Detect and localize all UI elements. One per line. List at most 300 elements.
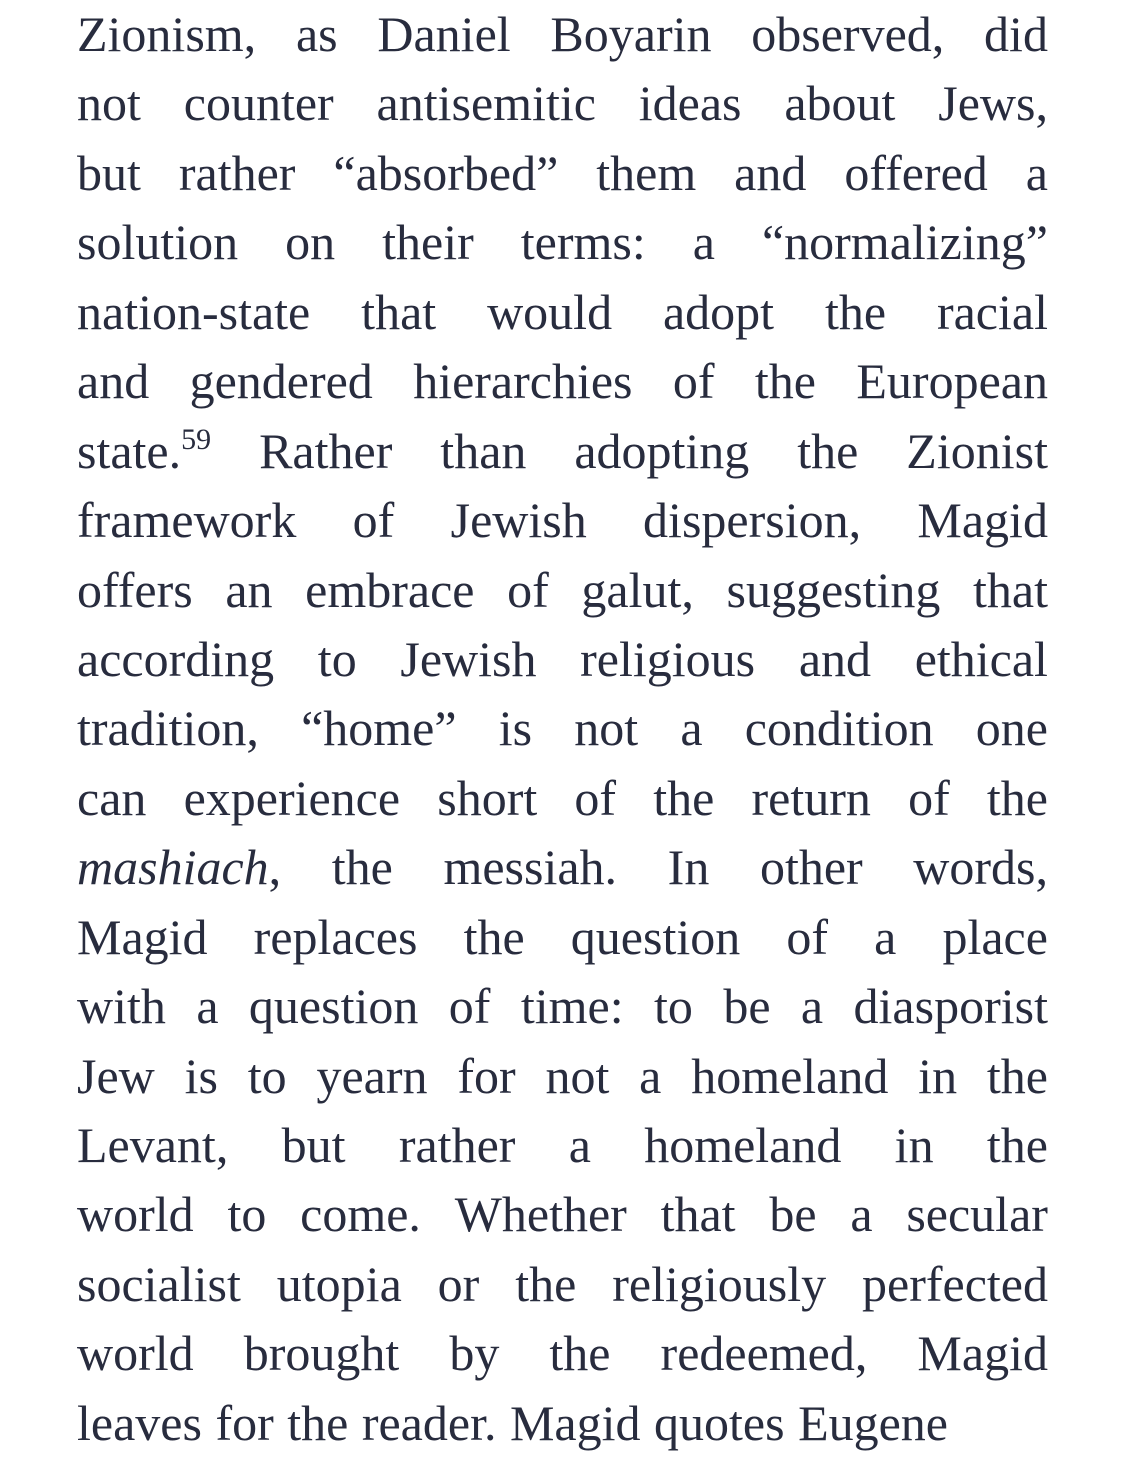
word bbox=[521, 972, 624, 1041]
text-segment: time: bbox=[520, 978, 624, 1035]
text-segment: diasporist bbox=[853, 978, 1048, 1035]
word bbox=[77, 69, 141, 138]
text-line bbox=[77, 278, 1048, 347]
text-segment: according bbox=[77, 630, 275, 687]
word bbox=[987, 1042, 1048, 1111]
text-segment: homeland bbox=[691, 1047, 889, 1104]
word bbox=[254, 903, 418, 972]
text-segment: Eugene bbox=[798, 1394, 948, 1451]
text-segment: or bbox=[437, 1255, 480, 1312]
word bbox=[734, 139, 806, 208]
text-segment: of bbox=[507, 561, 549, 618]
text-segment: offered bbox=[844, 144, 988, 201]
text-segment: words, bbox=[913, 839, 1048, 896]
word bbox=[574, 417, 749, 486]
word bbox=[654, 972, 693, 1041]
text-segment: the bbox=[515, 1255, 577, 1312]
word bbox=[755, 347, 816, 416]
text-segment: of bbox=[352, 492, 395, 549]
text-segment: racial bbox=[936, 283, 1048, 340]
word bbox=[285, 208, 335, 277]
text-segment: be bbox=[723, 978, 771, 1035]
text-line bbox=[77, 556, 1048, 625]
text-segment: leaves bbox=[77, 1394, 202, 1451]
word bbox=[77, 0, 256, 69]
word bbox=[680, 694, 702, 763]
word bbox=[184, 69, 334, 138]
word bbox=[443, 833, 617, 902]
text-segment: to bbox=[247, 1047, 287, 1104]
word bbox=[856, 347, 1048, 416]
text-segment: religiously bbox=[612, 1255, 827, 1312]
word bbox=[801, 972, 823, 1041]
word bbox=[179, 139, 296, 208]
word bbox=[895, 1111, 934, 1180]
word bbox=[377, 0, 510, 69]
text-line bbox=[77, 1180, 1048, 1249]
text-segment: redeemed, bbox=[660, 1325, 868, 1382]
text-segment: rather bbox=[398, 1117, 516, 1173]
word bbox=[663, 278, 774, 347]
text-segment: of bbox=[574, 769, 617, 826]
word bbox=[287, 1389, 348, 1458]
text-segment: a bbox=[680, 700, 703, 757]
text-segment: can bbox=[77, 769, 147, 826]
word bbox=[464, 903, 525, 972]
word bbox=[918, 1042, 957, 1111]
text-segment: a bbox=[196, 978, 219, 1035]
word bbox=[580, 625, 755, 694]
word bbox=[574, 764, 616, 833]
footnote-reference[interactable]: 59 bbox=[181, 423, 212, 457]
text-segment: other bbox=[759, 839, 863, 896]
text-segment: for bbox=[215, 1394, 274, 1451]
word bbox=[661, 1319, 868, 1388]
text-segment: a bbox=[692, 214, 715, 271]
word bbox=[77, 833, 281, 902]
text-segment: ethical bbox=[914, 630, 1048, 687]
word bbox=[77, 139, 141, 208]
text-segment: adopting bbox=[574, 422, 750, 479]
text-segment: condition bbox=[744, 700, 934, 757]
word bbox=[844, 139, 987, 208]
text-line bbox=[77, 1389, 1048, 1458]
word bbox=[227, 1180, 266, 1249]
word bbox=[185, 1042, 218, 1111]
text-line bbox=[77, 139, 1048, 208]
word bbox=[190, 347, 373, 416]
word bbox=[499, 694, 532, 763]
text-segment: a bbox=[568, 1117, 591, 1173]
text-line bbox=[77, 1319, 1048, 1388]
text-segment: that bbox=[973, 561, 1048, 618]
text-segment: but bbox=[77, 144, 141, 201]
word bbox=[549, 1319, 610, 1388]
word bbox=[77, 1180, 194, 1249]
word bbox=[440, 417, 526, 486]
text-segment: religious bbox=[580, 630, 756, 687]
word bbox=[938, 69, 1048, 138]
word bbox=[438, 1250, 480, 1319]
word bbox=[437, 764, 537, 833]
text-segment: is bbox=[184, 1047, 218, 1104]
word bbox=[654, 1389, 785, 1458]
word bbox=[77, 1250, 241, 1319]
word bbox=[399, 1111, 516, 1180]
word bbox=[984, 0, 1048, 69]
word bbox=[249, 972, 418, 1041]
text-segment: gendered bbox=[189, 353, 373, 410]
word bbox=[545, 1042, 609, 1111]
word bbox=[225, 556, 272, 625]
text-segment: secular bbox=[906, 1186, 1048, 1243]
text-segment: Jewish bbox=[450, 492, 587, 549]
word bbox=[515, 1250, 576, 1319]
text-segment: that bbox=[660, 1186, 736, 1243]
word bbox=[521, 208, 646, 277]
text-segment: question bbox=[248, 978, 419, 1035]
word bbox=[77, 694, 259, 763]
text-segment: Whether bbox=[454, 1186, 627, 1243]
word bbox=[77, 625, 274, 694]
text-segment: world bbox=[77, 1325, 194, 1382]
text-segment: solution bbox=[77, 214, 239, 271]
word bbox=[917, 486, 1048, 555]
text-segment: a bbox=[850, 1186, 873, 1243]
text-segment: In bbox=[667, 839, 710, 896]
text-segment: state. bbox=[77, 422, 182, 479]
text-segment: tradition, bbox=[77, 700, 259, 757]
word bbox=[762, 208, 1048, 277]
text-segment: the bbox=[653, 769, 715, 826]
text-segment: not bbox=[77, 75, 141, 132]
text-segment: about bbox=[784, 75, 896, 132]
word bbox=[569, 1111, 591, 1180]
text-segment: is bbox=[498, 700, 533, 757]
word bbox=[915, 625, 1048, 694]
word bbox=[786, 903, 828, 972]
word bbox=[77, 1389, 202, 1458]
text-segment: and bbox=[734, 144, 807, 201]
text-line bbox=[77, 903, 1048, 972]
word bbox=[653, 764, 714, 833]
text-segment: suggesting bbox=[726, 561, 941, 618]
word bbox=[300, 1180, 421, 1249]
text-line bbox=[77, 486, 1048, 555]
word bbox=[248, 1042, 287, 1111]
text-segment: a bbox=[1025, 144, 1048, 201]
word bbox=[661, 1180, 736, 1249]
text-segment: to bbox=[227, 1186, 267, 1243]
text-segment: the bbox=[986, 769, 1048, 826]
text-segment: “home” bbox=[301, 700, 457, 757]
word bbox=[296, 0, 338, 69]
word bbox=[550, 0, 711, 69]
text-line bbox=[77, 764, 1048, 833]
text-segment: Jewish bbox=[400, 630, 537, 687]
text-segment: Levant, bbox=[77, 1117, 229, 1173]
word bbox=[507, 556, 549, 625]
word bbox=[973, 556, 1048, 625]
text-segment: the bbox=[986, 1047, 1048, 1104]
text-segment: utopia bbox=[276, 1255, 402, 1312]
word bbox=[413, 347, 632, 416]
text-segment: but bbox=[281, 1117, 346, 1173]
text-segment: did bbox=[984, 6, 1048, 62]
text-segment: return bbox=[751, 769, 871, 826]
text-segment: nation-state bbox=[77, 283, 311, 340]
word bbox=[987, 1111, 1048, 1180]
text-segment: perfected bbox=[862, 1255, 1048, 1312]
text-segment: with bbox=[77, 978, 166, 1035]
word bbox=[643, 486, 861, 555]
text-segment: yearn bbox=[316, 1047, 428, 1104]
word bbox=[874, 903, 896, 972]
word bbox=[77, 972, 166, 1041]
text-line bbox=[77, 208, 1048, 277]
word bbox=[77, 1111, 228, 1180]
word bbox=[332, 833, 393, 902]
text-segment: the bbox=[754, 353, 816, 410]
word bbox=[571, 903, 740, 972]
text-segment: socialist bbox=[77, 1255, 241, 1312]
text-segment: of bbox=[448, 978, 491, 1035]
text-line bbox=[77, 833, 1048, 902]
text-segment: them bbox=[596, 144, 697, 201]
word bbox=[825, 278, 886, 347]
word bbox=[361, 278, 436, 347]
text-segment: Zionist bbox=[906, 422, 1048, 479]
text-segment: homeland bbox=[644, 1117, 842, 1173]
word bbox=[987, 764, 1048, 833]
word bbox=[282, 1111, 346, 1180]
text-segment: to bbox=[654, 978, 693, 1035]
text-segment: to bbox=[317, 630, 357, 687]
word bbox=[639, 1042, 661, 1111]
text-segment: the bbox=[549, 1325, 611, 1382]
word bbox=[745, 694, 934, 763]
text-segment: rather bbox=[178, 144, 296, 201]
word bbox=[906, 417, 1048, 486]
text-segment: Magid bbox=[917, 492, 1048, 549]
text-segment: Daniel bbox=[377, 6, 511, 62]
word bbox=[377, 69, 596, 138]
text-segment: their bbox=[382, 214, 474, 271]
text-segment: Magid bbox=[77, 908, 208, 965]
text-segment: dispersion, bbox=[643, 492, 862, 549]
text-segment: ideas bbox=[638, 75, 742, 132]
text-segment: galut, bbox=[581, 561, 694, 618]
text-segment: of bbox=[908, 769, 950, 826]
word bbox=[77, 486, 296, 555]
italic-term: mashiach bbox=[77, 839, 269, 896]
word bbox=[353, 486, 395, 555]
text-segment: be bbox=[769, 1186, 817, 1243]
text-segment: experience bbox=[183, 769, 401, 826]
text-segment: Rather bbox=[259, 422, 393, 479]
word bbox=[457, 1042, 515, 1111]
word bbox=[487, 278, 612, 347]
text-segment: terms: bbox=[520, 214, 646, 271]
text-line bbox=[77, 417, 1048, 486]
text-segment: the bbox=[824, 283, 887, 340]
text-segment: reader. bbox=[361, 1394, 497, 1451]
word bbox=[362, 1389, 497, 1458]
word bbox=[382, 208, 474, 277]
text-segment: of bbox=[672, 353, 715, 410]
text-segment: quotes bbox=[654, 1394, 785, 1451]
word bbox=[77, 417, 211, 486]
word bbox=[799, 625, 871, 694]
text-segment: and bbox=[798, 630, 872, 687]
word bbox=[184, 764, 401, 833]
word bbox=[668, 833, 710, 902]
word bbox=[244, 1319, 400, 1388]
word bbox=[451, 486, 587, 555]
text-line bbox=[77, 347, 1048, 416]
word bbox=[333, 139, 558, 208]
word bbox=[913, 833, 1048, 902]
text-segment: brought bbox=[243, 1325, 400, 1382]
text-segment: world bbox=[77, 1186, 194, 1243]
word bbox=[215, 1389, 273, 1458]
word bbox=[77, 1042, 155, 1111]
text-line bbox=[77, 972, 1048, 1041]
text-segment: Zionism, bbox=[77, 6, 257, 62]
word bbox=[316, 1042, 427, 1111]
text-segment: in bbox=[918, 1047, 958, 1104]
word bbox=[77, 278, 310, 347]
text-segment: “normalizing” bbox=[761, 214, 1048, 271]
word bbox=[612, 1250, 826, 1319]
text-line bbox=[77, 1042, 1048, 1111]
word bbox=[784, 69, 895, 138]
word bbox=[942, 903, 1047, 972]
text-line bbox=[77, 1111, 1048, 1180]
text-segment: “absorbed” bbox=[333, 144, 559, 201]
text-segment: one bbox=[975, 700, 1048, 757]
text-segment: offers bbox=[77, 561, 193, 618]
paragraph bbox=[77, 0, 1048, 1458]
word bbox=[937, 278, 1048, 347]
word bbox=[693, 208, 715, 277]
word bbox=[644, 1111, 841, 1180]
text-segment: framework bbox=[77, 492, 297, 549]
text-segment: than bbox=[440, 422, 527, 479]
word bbox=[77, 556, 193, 625]
text-segment: that bbox=[361, 283, 437, 340]
word bbox=[1026, 139, 1048, 208]
text-segment: counter bbox=[183, 75, 334, 132]
text-segment: a bbox=[874, 908, 897, 965]
text-segment: an bbox=[225, 561, 273, 618]
text-segment: antisemitic bbox=[376, 75, 596, 132]
word bbox=[596, 139, 696, 208]
text-segment: in bbox=[894, 1117, 934, 1173]
text-segment: of bbox=[786, 908, 829, 965]
word bbox=[259, 417, 392, 486]
word bbox=[77, 1319, 194, 1388]
word bbox=[908, 764, 950, 833]
text-segment: a bbox=[800, 978, 824, 1035]
word bbox=[917, 1319, 1048, 1388]
text-segment: the bbox=[986, 1117, 1048, 1173]
text-segment: on bbox=[285, 214, 336, 271]
word bbox=[854, 972, 1048, 1041]
word bbox=[301, 694, 456, 763]
text-line bbox=[77, 694, 1048, 763]
text-segment: for bbox=[457, 1047, 516, 1104]
word bbox=[305, 556, 474, 625]
text-segment: question bbox=[570, 908, 741, 965]
word bbox=[574, 694, 638, 763]
word bbox=[726, 556, 940, 625]
text-segment: Jews, bbox=[938, 75, 1048, 132]
word bbox=[906, 1180, 1048, 1249]
word bbox=[318, 625, 357, 694]
word bbox=[723, 972, 770, 1041]
word bbox=[400, 625, 536, 694]
word bbox=[449, 972, 491, 1041]
word bbox=[976, 694, 1048, 763]
text-segment: and bbox=[77, 353, 150, 410]
word bbox=[455, 1180, 627, 1249]
text-segment: short bbox=[437, 769, 538, 826]
text-segment: come. bbox=[300, 1186, 421, 1243]
word bbox=[581, 556, 693, 625]
text-line bbox=[77, 625, 1048, 694]
text-line bbox=[77, 1250, 1048, 1319]
text-segment: as bbox=[295, 6, 338, 62]
text-segment: Boyarin bbox=[550, 6, 712, 62]
text-segment: would bbox=[487, 283, 613, 340]
text-segment: the bbox=[331, 839, 393, 896]
text-segment: , bbox=[268, 839, 282, 896]
text-segment: Magid bbox=[509, 1394, 641, 1451]
word bbox=[510, 1389, 641, 1458]
word bbox=[769, 1180, 816, 1249]
text-segment: adopt bbox=[662, 283, 775, 340]
text-segment: observed, bbox=[751, 6, 945, 62]
word bbox=[196, 972, 218, 1041]
text-segment: Jew bbox=[77, 1047, 155, 1104]
text-segment: by bbox=[449, 1325, 500, 1382]
word bbox=[691, 1042, 888, 1111]
word bbox=[277, 1250, 402, 1319]
word bbox=[850, 1180, 872, 1249]
word bbox=[639, 69, 742, 138]
text-segment: replaces bbox=[253, 908, 418, 965]
word bbox=[77, 208, 238, 277]
word bbox=[760, 833, 863, 902]
text-segment: place bbox=[942, 908, 1048, 965]
text-segment: the bbox=[287, 1394, 349, 1451]
text-segment: European bbox=[856, 353, 1048, 410]
word bbox=[752, 764, 871, 833]
text-segment: the bbox=[463, 908, 525, 965]
word bbox=[77, 764, 146, 833]
word bbox=[77, 347, 149, 416]
text-line bbox=[77, 69, 1048, 138]
text-segment: embrace bbox=[305, 561, 475, 618]
text-segment: not bbox=[574, 700, 639, 757]
word bbox=[797, 417, 858, 486]
word bbox=[673, 347, 715, 416]
word bbox=[751, 0, 944, 69]
text-segment: the bbox=[797, 422, 859, 479]
word bbox=[862, 1250, 1048, 1319]
text-line bbox=[77, 0, 1048, 69]
